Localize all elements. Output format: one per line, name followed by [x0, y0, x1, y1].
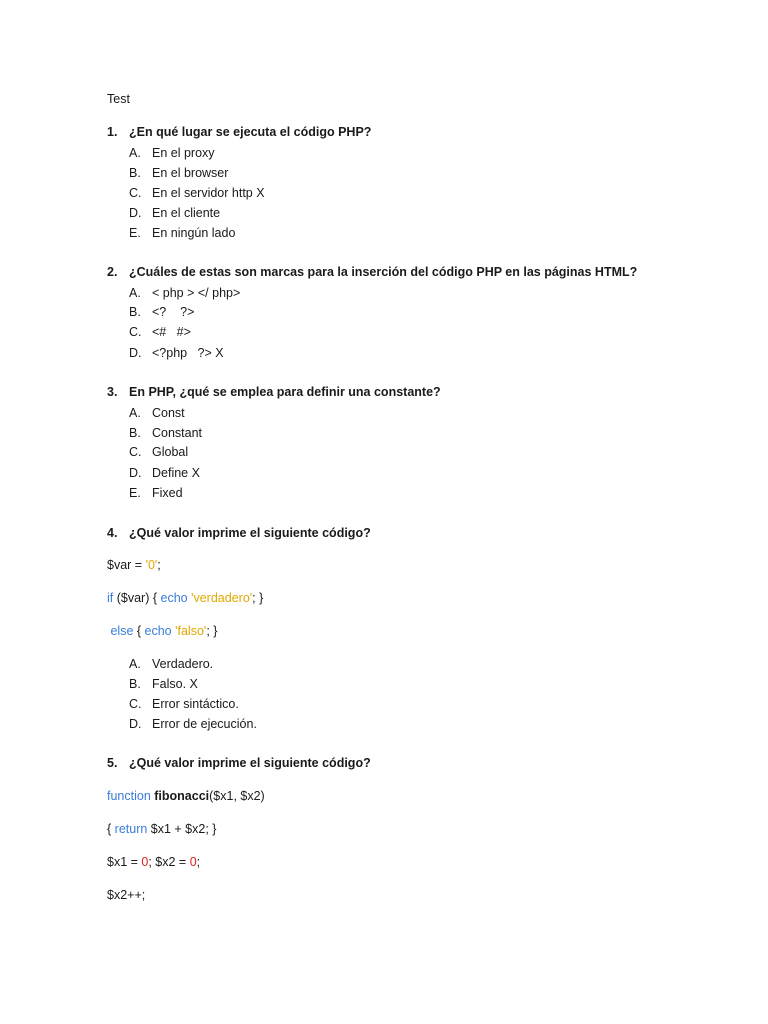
option-letter: B. — [129, 426, 141, 440]
code-keyword: echo — [160, 591, 188, 605]
doc-title: Test — [107, 92, 130, 106]
option-letter: B. — [129, 166, 141, 180]
option-text: En el cliente — [152, 206, 221, 220]
code-text: ($x1, $x2) — [209, 789, 265, 803]
code-text: ($var) { — [113, 591, 161, 605]
option — [129, 426, 202, 440]
question-1 — [107, 125, 371, 139]
option-text: < php > </ php> — [152, 286, 241, 300]
option-letter: A. — [129, 406, 141, 420]
code-string: 'falso' — [175, 624, 207, 638]
option — [129, 286, 240, 300]
question-5 — [107, 756, 371, 770]
option — [129, 206, 220, 220]
code-line — [107, 591, 263, 605]
question-3 — [107, 385, 441, 399]
code-string: '0' — [145, 558, 158, 572]
option — [129, 305, 194, 319]
option-text: En el browser — [152, 166, 229, 180]
question-text: ¿Qué valor imprime el siguiente código? — [129, 526, 371, 540]
question-number: 5. — [107, 756, 118, 770]
option-letter: A. — [129, 146, 141, 160]
code-text: { — [133, 624, 145, 638]
option — [129, 186, 265, 200]
option-letter: E. — [129, 226, 141, 240]
code-line — [107, 789, 265, 803]
question-number: 1. — [107, 125, 118, 139]
option-text: Verdadero. — [152, 657, 214, 671]
option — [129, 146, 215, 160]
option-text: Falso. X — [152, 677, 198, 691]
option-letter: A. — [129, 657, 141, 671]
code-number: 0 — [141, 855, 149, 869]
question-text: En PHP, ¿qué se emplea para definir una constante? — [129, 385, 441, 399]
option — [129, 717, 257, 731]
question-text: ¿En qué lugar se ejecuta el código PHP? — [129, 125, 372, 139]
code-number: 0 — [189, 855, 197, 869]
option — [129, 466, 200, 480]
code-keyword: function — [107, 789, 151, 803]
option-text: En el proxy — [152, 146, 215, 160]
code-line — [107, 822, 216, 836]
code-text: ; } — [252, 591, 264, 605]
option-letter: D. — [129, 346, 142, 360]
option — [129, 325, 191, 339]
option-text: <?php ?> X — [152, 346, 224, 360]
question-2 — [107, 265, 637, 279]
code-keyword: echo — [144, 624, 172, 638]
code-text: ; — [157, 558, 161, 572]
code-text: ; — [196, 855, 201, 869]
code-line — [107, 855, 200, 869]
question-number: 3. — [107, 385, 118, 399]
option-text: Constant — [152, 426, 203, 440]
option-letter: B. — [129, 677, 141, 691]
option-text: En ningún lado — [152, 226, 236, 240]
option — [129, 486, 183, 500]
code-line — [107, 624, 217, 638]
option-letter: E. — [129, 486, 141, 500]
code-keyword: if — [107, 591, 114, 605]
option — [129, 657, 213, 671]
option-text: Global — [152, 445, 189, 459]
option-letter: C. — [129, 325, 142, 339]
code-text: $x1 + $x2; } — [147, 822, 217, 836]
option-letter: C. — [129, 697, 142, 711]
question-number: 4. — [107, 526, 118, 540]
question-4 — [107, 526, 371, 540]
option-text: <? ?> — [152, 305, 195, 319]
code-line — [107, 888, 145, 902]
option-letter: B. — [129, 305, 141, 319]
option-letter: D. — [129, 206, 142, 220]
option — [129, 445, 188, 459]
option — [129, 697, 239, 711]
option — [129, 406, 185, 420]
option-letter: C. — [129, 445, 142, 459]
option-text: Error de ejecución. — [152, 717, 257, 731]
code-text: $x2++; — [107, 888, 146, 902]
option-letter: C. — [129, 186, 142, 200]
question-text: ¿Cuáles de estas son marcas para la inserción del código PHP en las páginas HTML? — [129, 265, 638, 279]
option-text: Const — [152, 406, 185, 420]
option-text: Define X — [152, 466, 200, 480]
code-text: $var = — [107, 558, 146, 572]
code-text: ; } — [206, 624, 218, 638]
option — [129, 346, 224, 360]
code-text: { — [107, 822, 115, 836]
question-number: 2. — [107, 265, 118, 279]
option-text: Fixed — [152, 486, 183, 500]
question-text: ¿Qué valor imprime el siguiente código? — [129, 756, 371, 770]
option-text: Error sintáctico. — [152, 697, 239, 711]
code-text: $x1 = — [107, 855, 142, 869]
code-line — [107, 558, 161, 572]
code-function-name: fibonacci — [154, 789, 210, 803]
code-keyword: else — [107, 624, 134, 638]
option-letter: D. — [129, 717, 142, 731]
option-text: <# #> — [152, 325, 191, 339]
option — [129, 677, 198, 691]
option — [129, 226, 235, 240]
option-letter: D. — [129, 466, 142, 480]
option — [129, 166, 228, 180]
code-text: ; $x2 = — [148, 855, 190, 869]
code-keyword: return — [114, 822, 148, 836]
option-text: En el servidor http X — [152, 186, 265, 200]
code-string: 'verdadero' — [191, 591, 253, 605]
option-letter: A. — [129, 286, 141, 300]
